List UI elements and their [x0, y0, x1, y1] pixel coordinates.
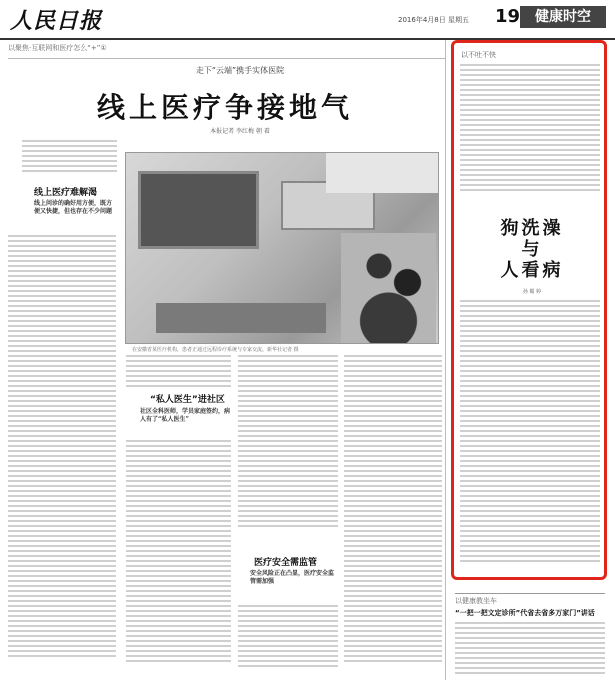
article-headline: 线上医疗争接地气	[96, 91, 353, 124]
sidebar-title-line: 人看病	[500, 260, 564, 281]
page-number: 19	[495, 6, 521, 27]
body-text-column	[455, 622, 605, 677]
photo-people	[341, 233, 436, 343]
body-text-column	[238, 605, 338, 670]
sidebar-author: 孙 媚 婷	[522, 289, 542, 295]
bottom-headline: “一把一把文定诊所”代省去省多万家门”讲话	[455, 609, 595, 617]
photo-caption: 在安徽省某医疗机构，患者正通过远程诊疗系统与专家交流。新华社记者 摄	[132, 347, 299, 353]
dateline: 2016年4月8日 星期五	[398, 16, 469, 24]
subsection-lede: 线上问诊的确好用方便，既方便又快捷，但也存在不少问题	[34, 200, 113, 215]
sidebar-text	[460, 300, 600, 565]
subsection-lede: 社区全科医师，学员家庭签约，病人有了“私人医生”	[140, 408, 231, 423]
subsection-title: “私人医生”进社区	[150, 395, 225, 405]
body-text-column	[238, 355, 338, 530]
news-photo	[125, 152, 439, 344]
sidebar-text	[460, 64, 600, 194]
subsection-lede: 安全风险正在凸显，医疗安全监管需加强	[250, 570, 335, 585]
sidebar-kicker: 以不吐不快	[461, 51, 496, 59]
sidebar-title-line: 与	[521, 239, 543, 260]
photo-screen	[138, 171, 259, 249]
divider	[8, 58, 445, 59]
section-tag: 健康时空	[520, 6, 606, 28]
column-divider	[445, 40, 446, 680]
bottom-section-bar: 以健康教坐车	[455, 593, 605, 608]
series-bar: 以聚焦·互联网和医疗怎么“+”①	[8, 44, 107, 52]
subsection-title: 医疗安全需监管	[254, 558, 318, 568]
photo-sign	[326, 153, 438, 193]
masthead	[0, 0, 615, 40]
sidebar-title	[462, 218, 602, 281]
article-byline: 本报记者 李红梅 朝 着	[210, 128, 270, 135]
body-text-intro	[22, 140, 117, 175]
body-text-column	[126, 440, 231, 665]
article-kicker: 走下“云端”携手实体医院	[195, 66, 285, 75]
body-text-column	[8, 235, 116, 660]
body-text-column	[344, 355, 442, 665]
body-text-column	[126, 355, 231, 390]
subsection-title: 线上医疗难解渴	[34, 188, 98, 198]
photo-table	[156, 303, 326, 333]
newspaper-logo: 人民日报	[10, 8, 103, 34]
sidebar-title-line: 狗洗澡	[500, 218, 564, 239]
